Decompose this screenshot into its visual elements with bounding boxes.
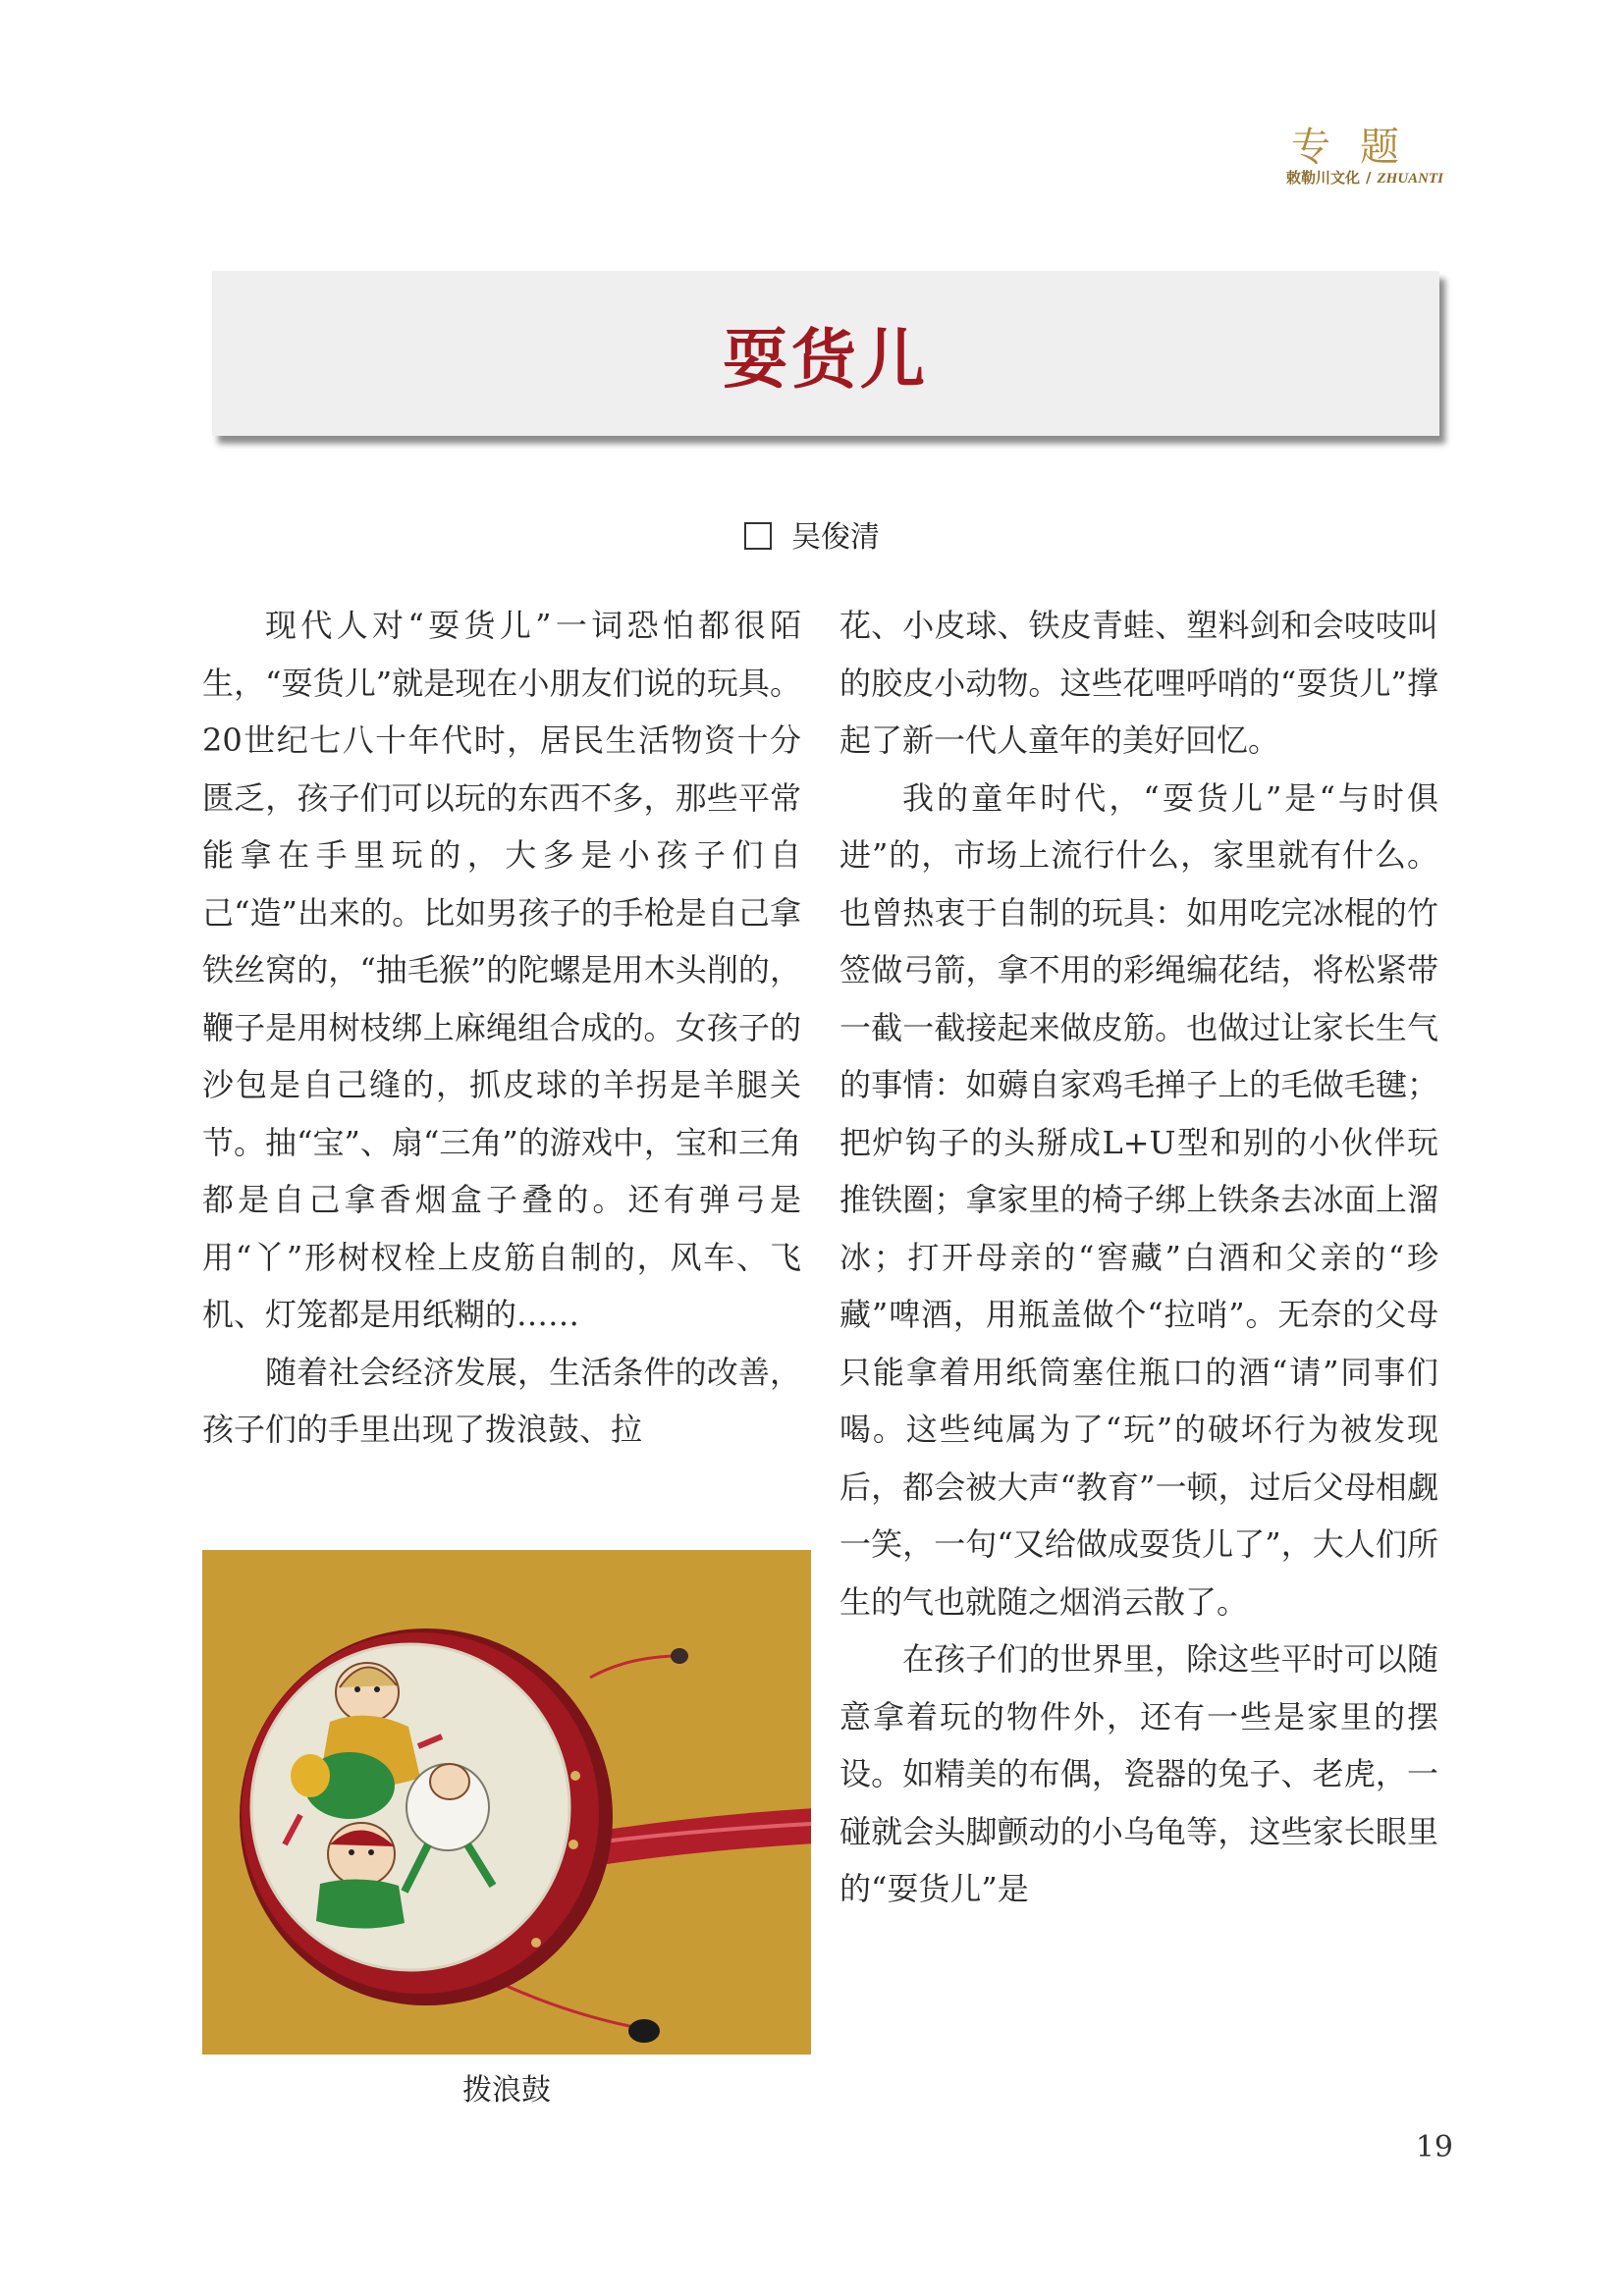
paragraph: 我的童年时代，“耍货儿”是“与时俱进”的，市场上流行什么，家里就有什么。也曾热衷于自制的玩具：如用吃完冰棍的竹签做弓箭，拿不用的彩绳编花结，将松紧带一截一截接起来做皮筋。也做过让家长生气的事情：如薅自家鸡毛掸子上的毛做毛毽；把炉钩子的头掰成L+U型和别的小伙伴玩推铁圈；拿家里的椅子绑上铁条去冰面上溜冰；打开母亲的“窖藏”白酒和父亲的“珍藏”啤酒，用瓶盖做个“拉哨”。无奈的父母只能拿着用纸筒塞住瓶口的酒“请”同事们喝。这些纯属为了“玩”的破坏行为被发现后，都会被大声“教育”一顿，过后父母相觑一笑，一句“又给做成耍货儿了”，大人们所生的气也就随之烟消云散了。 (839, 778, 1438, 1621)
right-column (839, 597, 1438, 1918)
author-line (0, 512, 1624, 556)
paragraph: 随着社会经济发展，生活条件的改善，孩子们的手里出现了拨浪鼓、拉 (202, 1353, 801, 1448)
title-banner (212, 271, 1439, 436)
paragraph: 在孩子们的世界里，除这些平时可以随意拿着玩的物件外，还有一些是家里的摆设。如精美的布偶，瓷器的兔子、老虎，一碰就会头脚颤动的小乌龟等，这些家长眼里的“耍货儿”是 (839, 1640, 1438, 1907)
section-subtitle-latin: ZHUANTI (1377, 171, 1443, 187)
section-separator: / (1366, 169, 1372, 187)
paragraph: 现代人对“耍货儿”一词恐怕都很陌生，“耍货儿”就是现在小朋友们说的玩具。20世纪七八十年代时，居民生活物资十分匮乏，孩子们可以玩的东西不多，那些平常能拿在手里玩的，大多是小孩子们自己“造”出来的。比如男孩子的手枪是自己拿铁丝窝的，“抽毛猴”的陀螺是用木头削的，鞭子是用树枝绑上麻绳组合成的。女孩子的沙包是自己缝的，抓皮球的羊拐是羊腿关节。抽“宝”、扇“三角”的游戏中，宝和三角都是自己拿香烟盒子叠的。还有弹弓是用“丫”形树杈栓上皮筋自制的，风车、飞机、灯笼都是用纸糊的…… (202, 607, 801, 1333)
author-name: 吴俊清 (791, 520, 880, 555)
article-title: 耍货儿 (723, 321, 929, 398)
section-title: 专题 (1291, 125, 1429, 170)
rattle-drum-illustration (202, 1550, 811, 2055)
author-square-icon (744, 522, 772, 550)
page-number: 19 (1415, 2130, 1453, 2164)
photo-caption: 拨浪鼓 (462, 2073, 551, 2108)
left-column (202, 597, 801, 1459)
section-subtitle-cn: 敕勒川文化 (1286, 169, 1361, 187)
paragraph-continuation: 花、小皮球、铁皮青蛙、塑料剑和会吱吱叫的胶皮小动物。这些花哩呼哨的“耍货儿”撑起了新一代人童年的美好回忆。 (839, 607, 1438, 759)
section-subtitle (1208, 167, 1443, 187)
rattle-drum-photo (202, 1550, 811, 2055)
